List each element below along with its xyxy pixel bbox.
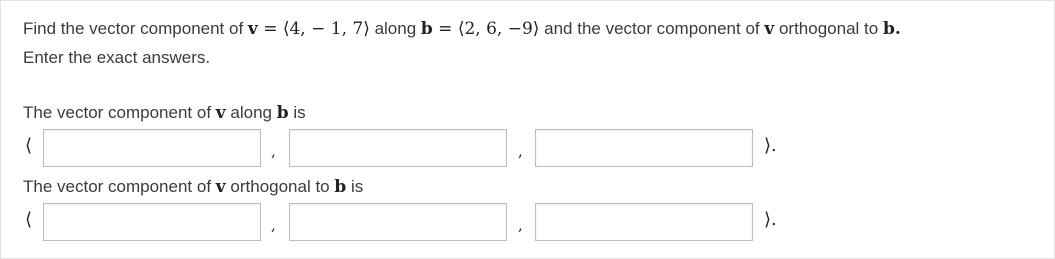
vector-v-symbol: v: [764, 19, 775, 39]
question-text-part: orthogonal to: [774, 19, 883, 38]
vector-b-symbol: b: [882, 19, 895, 39]
label-text-part: orthogonal to: [225, 177, 335, 196]
label-text-part: along: [225, 103, 277, 122]
equals-sign: =: [432, 19, 458, 39]
answer-orthogonal-x-input[interactable]: [43, 203, 261, 241]
comma-separator: ,: [271, 142, 276, 160]
comma-separator: ,: [271, 216, 276, 234]
vector-b-symbol: b: [420, 19, 433, 39]
question-text-part: along: [369, 19, 421, 38]
equals-sign: =: [257, 19, 283, 39]
label-text-part: The vector component of: [23, 103, 216, 122]
close-angle-bracket: ⟩.: [764, 135, 777, 156]
question-text-part: Find the vector component of: [23, 19, 248, 38]
vector-b-value: ⟨2, 6, −9⟩: [457, 19, 540, 39]
question-text: [23, 18, 901, 40]
vector-b-symbol: b: [276, 103, 289, 123]
answer-orthogonal-y-input[interactable]: [289, 203, 507, 241]
answer-along-x-input[interactable]: [43, 129, 261, 167]
answer-along-z-input[interactable]: [535, 129, 753, 167]
label-text-part: The vector component of: [23, 177, 216, 196]
vector-v-symbol: v: [247, 19, 258, 39]
comma-separator: ,: [518, 216, 523, 234]
label-text-part: is: [288, 103, 306, 122]
vector-b-symbol: b: [334, 177, 347, 197]
question-text-part: and the vector component of: [539, 19, 765, 38]
open-angle-bracket: ⟨: [25, 209, 33, 230]
answer-along-vector-row: [23, 128, 1023, 168]
label-text-part: is: [346, 177, 364, 196]
vector-v-value: ⟨4, − 1, 7⟩: [282, 19, 370, 39]
answer-along-label: [23, 102, 306, 124]
open-angle-bracket: ⟨: [25, 135, 33, 156]
period: .: [894, 19, 901, 39]
answer-orthogonal-z-input[interactable]: [535, 203, 753, 241]
instruction-text: Enter the exact answers.: [23, 48, 211, 67]
close-angle-bracket: ⟩.: [764, 209, 777, 230]
answer-along-y-input[interactable]: [289, 129, 507, 167]
comma-separator: ,: [518, 142, 523, 160]
vector-v-symbol: v: [215, 177, 226, 197]
vector-v-symbol: v: [215, 103, 226, 123]
answer-orthogonal-vector-row: [23, 202, 1023, 242]
answer-orthogonal-label: [23, 176, 363, 198]
